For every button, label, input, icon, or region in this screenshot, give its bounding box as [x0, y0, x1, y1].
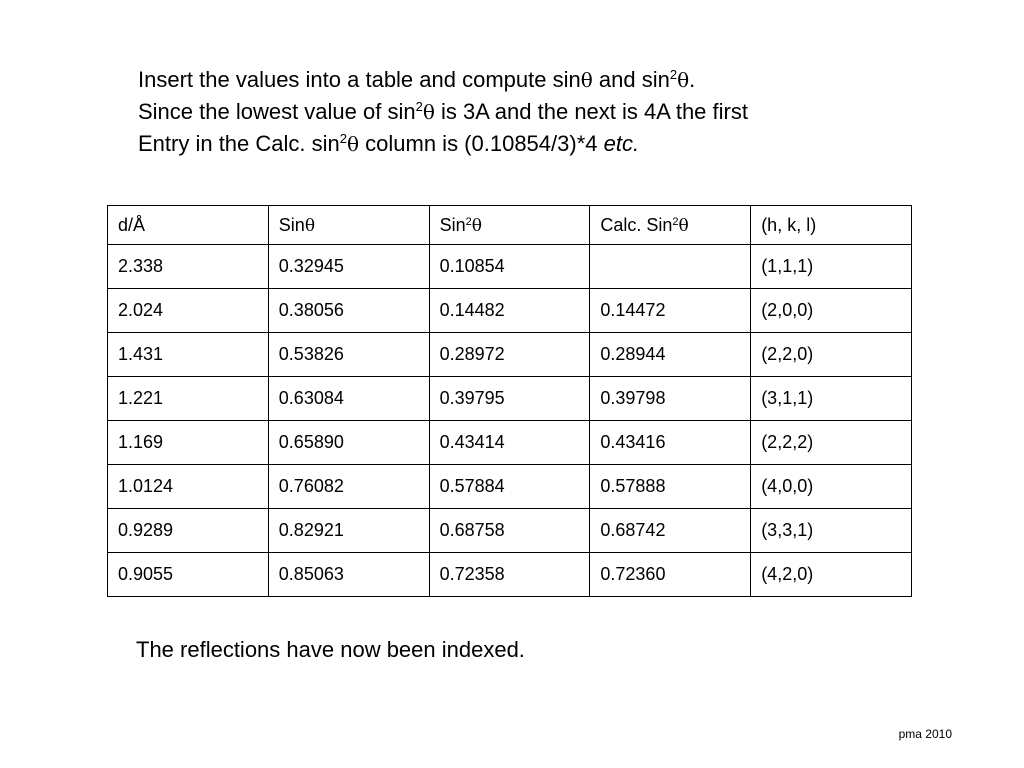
cell-sin-theta: 0.65890	[268, 421, 429, 465]
header-calc-sin2-theta	[590, 206, 751, 245]
cell-calc-sin2-theta: 0.39798	[590, 377, 751, 421]
theta-symbol: θ	[678, 215, 689, 236]
cell-sin2-theta: 0.10854	[429, 245, 590, 289]
superscript-2: 2	[669, 67, 678, 82]
cell-sin-theta: 0.32945	[268, 245, 429, 289]
cell-hkl: (4,2,0)	[751, 553, 912, 597]
cell-sin-theta: 0.63084	[268, 377, 429, 421]
cell-d-spacing: 0.9289	[108, 509, 269, 553]
cell-sin2-theta: 0.39795	[429, 377, 590, 421]
header-label: Sin	[278, 214, 305, 235]
cell-calc-sin2-theta: 0.72360	[590, 553, 751, 597]
table-row	[108, 465, 912, 509]
cell-sin-theta: 0.85063	[268, 553, 429, 597]
cell-hkl: (2,2,0)	[751, 333, 912, 377]
cell-hkl: (4,0,0)	[751, 465, 912, 509]
intro-text: .	[689, 67, 696, 92]
table-row	[108, 377, 912, 421]
cell-hkl: (3,3,1)	[751, 509, 912, 553]
theta-symbol: θ	[471, 215, 482, 236]
conclusion-text: The reflections have now been indexed.	[136, 637, 525, 662]
intro-text: column is (0.10854/3)*4	[359, 131, 604, 156]
superscript-2: 2	[672, 215, 679, 228]
theta-symbol: θ	[422, 100, 435, 124]
table-row	[108, 509, 912, 553]
cell-d-spacing: 1.169	[108, 421, 269, 465]
etc-italic: etc.	[603, 131, 640, 156]
intro-line-1	[138, 64, 898, 96]
table-row	[108, 421, 912, 465]
header-label: (h, k, l)	[761, 214, 817, 235]
table-row	[108, 333, 912, 377]
cell-d-spacing: 2.338	[108, 245, 269, 289]
intro-text: Entry in the Calc. sin	[138, 131, 340, 156]
footer-credit: pma 2010	[898, 727, 952, 741]
cell-hkl: (2,2,2)	[751, 421, 912, 465]
cell-sin2-theta: 0.14482	[429, 289, 590, 333]
cell-sin2-theta: 0.28972	[429, 333, 590, 377]
cell-sin2-theta: 0.68758	[429, 509, 590, 553]
cell-calc-sin2-theta: 0.14472	[590, 289, 751, 333]
cell-calc-sin2-theta: 0.57888	[590, 465, 751, 509]
cell-d-spacing: 1.0124	[108, 465, 269, 509]
cell-sin-theta: 0.76082	[268, 465, 429, 509]
header-label: d/Å	[118, 214, 146, 235]
cell-d-spacing: 0.9055	[108, 553, 269, 597]
table-header-row	[108, 206, 912, 245]
cell-calc-sin2-theta	[590, 245, 751, 289]
cell-hkl: (1,1,1)	[751, 245, 912, 289]
cell-d-spacing: 1.431	[108, 333, 269, 377]
cell-hkl: (3,1,1)	[751, 377, 912, 421]
table-row	[108, 245, 912, 289]
theta-symbol: θ	[304, 215, 316, 236]
cell-hkl: (2,0,0)	[751, 289, 912, 333]
header-label: Calc. Sin	[600, 214, 673, 235]
superscript-2: 2	[415, 99, 423, 114]
intro-text: Insert the values into a table and compute sin	[138, 67, 581, 92]
theta-symbol: θ	[580, 68, 593, 92]
cell-calc-sin2-theta: 0.68742	[590, 509, 751, 553]
intro-line-2	[138, 96, 898, 128]
table-row	[108, 289, 912, 333]
cell-sin-theta: 0.38056	[268, 289, 429, 333]
intro-text: and sin	[592, 67, 670, 92]
cell-sin-theta: 0.82921	[268, 509, 429, 553]
table-body	[108, 206, 912, 597]
theta-symbol: θ	[346, 132, 360, 156]
cell-sin2-theta: 0.72358	[429, 553, 590, 597]
header-sin-theta	[268, 206, 429, 245]
header-hkl	[751, 206, 912, 245]
cell-sin-theta: 0.53826	[268, 333, 429, 377]
intro-line-3	[138, 128, 898, 160]
intro-paragraph	[138, 64, 898, 160]
superscript-2: 2	[465, 215, 472, 228]
cell-d-spacing: 1.221	[108, 377, 269, 421]
cell-d-spacing: 2.024	[108, 289, 269, 333]
header-sin2-theta	[429, 206, 590, 245]
indexing-table	[107, 205, 912, 597]
header-d-spacing	[108, 206, 269, 245]
cell-sin2-theta: 0.57884	[429, 465, 590, 509]
cell-calc-sin2-theta: 0.43416	[590, 421, 751, 465]
intro-text: Since the lowest value of sin	[138, 99, 416, 124]
intro-text: is 3A and the next is 4A the first	[434, 99, 748, 124]
cell-sin2-theta: 0.43414	[429, 421, 590, 465]
cell-calc-sin2-theta: 0.28944	[590, 333, 751, 377]
header-label: Sin	[439, 214, 466, 235]
superscript-2: 2	[339, 131, 347, 146]
table-row	[108, 553, 912, 597]
theta-symbol: θ	[677, 68, 690, 92]
